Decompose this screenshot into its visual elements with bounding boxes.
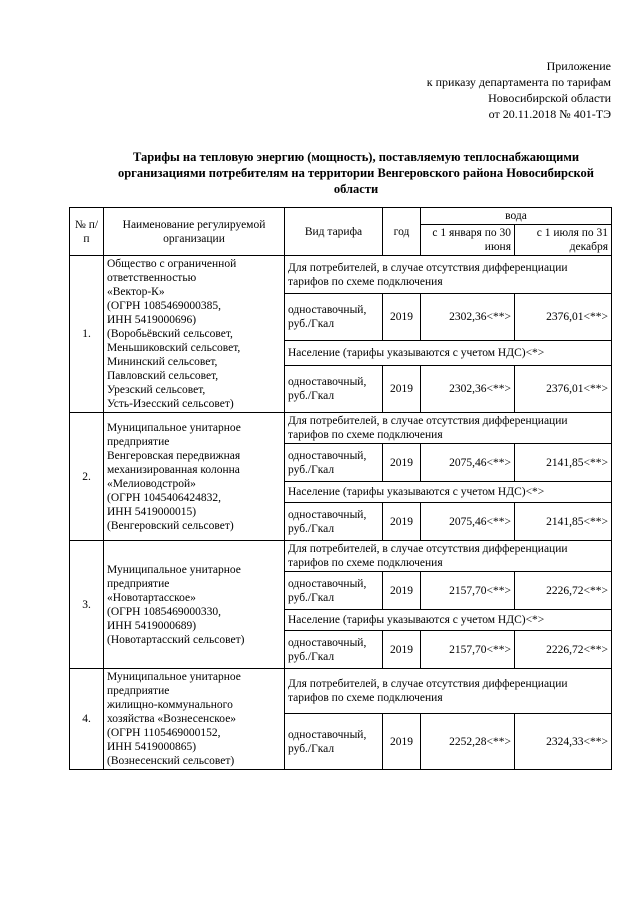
tariff-type-cell: одноставочный, руб./Гкал <box>285 294 383 341</box>
consumers-label: Для потребителей, в случае отсутствия дифференциации тарифов по схеме подключения <box>285 669 612 714</box>
consumers-label: Для потребителей, в случае отсутствия дифференциации тарифов по схеме подключения <box>285 256 612 294</box>
organization-line: Муниципальное унитарное <box>107 421 241 434</box>
organization-line: (Новотартасский сельсовет) <box>107 633 245 646</box>
header-num: № п/п <box>70 208 104 256</box>
organization-line: Общество с ограниченной <box>107 258 237 270</box>
organization-line: ИНН 5419000015) <box>107 505 197 518</box>
header-period1: с 1 января по 30 июня <box>421 225 515 256</box>
table-row <box>70 256 612 294</box>
year-cell: 2019 <box>383 294 421 341</box>
consumers-label: Для потребителей, в случае отсутствия дифференциации тарифов по схеме подключения <box>285 541 612 572</box>
organization-line: (ОГРН 1045406424832, <box>107 491 221 504</box>
organization-line: (ОГРН 1085469000385, <box>107 300 221 312</box>
organization-name <box>104 256 285 413</box>
tariff-table <box>69 207 612 770</box>
tariff-type-cell: одноставочный, руб./Гкал <box>285 444 383 482</box>
organization-line: Венгеровская передвижная <box>107 449 241 462</box>
tariff-period2-cell: 2376,01<**> <box>515 366 612 413</box>
header-org: Наименование регулируемой организации <box>104 208 285 256</box>
organization-line: Муниципальное унитарное <box>107 671 241 683</box>
tariff-type-cell: одноставочный, руб./Гкал <box>285 503 383 541</box>
organization-line: предприятие <box>107 685 170 697</box>
tariff-period1-cell: 2302,36<**> <box>421 366 515 413</box>
organization-line: (Венгеровский сельсовет) <box>107 519 234 532</box>
tariff-type-cell: одноставочный, руб./Гкал <box>285 366 383 413</box>
tariff-period2-cell: 2141,85<**> <box>515 444 612 482</box>
organization-line: ИНН 5419000689) <box>107 619 197 632</box>
organization-line: Муниципальное унитарное <box>107 563 241 576</box>
header-water: вода <box>421 208 612 225</box>
organization-line: «Вектор-К» <box>107 286 165 298</box>
population-label: Население (тарифы указываются с учетом НДС)<*> <box>285 340 612 366</box>
organization-line: предприятие <box>107 435 170 448</box>
header-year: год <box>383 208 421 256</box>
tariff-type-cell: одноставочный, руб./Гкал <box>285 714 383 770</box>
consumers-label: Для потребителей, в случае отсутствия дифференциации тарифов по схеме подключения <box>285 413 612 444</box>
appendix-line: Новосибирской области <box>488 91 611 105</box>
tariff-period2-cell: 2324,33<**> <box>515 714 612 770</box>
row-number: 3. <box>70 541 104 669</box>
row-number: 4. <box>70 669 104 770</box>
population-label: Население (тарифы указываются с учетом НДС)<*> <box>285 610 612 631</box>
organization-line: механизированная колонна <box>107 463 240 476</box>
year-cell: 2019 <box>383 714 421 770</box>
organization-line: жилищно-коммунального <box>107 699 233 711</box>
tariff-period1-cell: 2075,46<**> <box>421 503 515 541</box>
organization-line: предприятие <box>107 577 170 590</box>
table-row <box>70 541 612 572</box>
appendix-line: от 20.11.2018 № 401-ТЭ <box>488 107 611 121</box>
organization-name <box>104 669 285 770</box>
organization-line: Урезский сельсовет, <box>107 384 206 396</box>
tariff-type-cell: одноставочный, руб./Гкал <box>285 631 383 669</box>
tariff-period1-cell: 2302,36<**> <box>421 294 515 341</box>
year-cell: 2019 <box>383 444 421 482</box>
tariff-period1-cell: 2157,70<**> <box>421 631 515 669</box>
year-cell: 2019 <box>383 366 421 413</box>
organization-line: Усть-Изесский сельсовет) <box>107 398 234 410</box>
organization-line: (ОГРН 1085469000330, <box>107 605 221 618</box>
organization-line: «Новотартасское» <box>107 591 196 604</box>
organization-name <box>104 541 285 669</box>
tariff-table-body <box>70 256 612 770</box>
document-title: Тарифы на тепловую энергию (мощность), поставляемую теплоснабжающими организациями потребителям на территории Венгеровского района Новосибирской области <box>117 150 595 196</box>
organization-line: ИНН 5419000865) <box>107 741 197 753</box>
tariff-type-cell: одноставочный, руб./Гкал <box>285 572 383 610</box>
year-cell: 2019 <box>383 631 421 669</box>
table-row <box>70 669 612 714</box>
year-cell: 2019 <box>383 572 421 610</box>
appendix-line: Приложение <box>546 59 611 73</box>
organization-line: хозяйства «Вознесенское» <box>107 713 237 725</box>
tariff-period2-cell: 2141,85<**> <box>515 503 612 541</box>
organization-line: (Вознесенский сельсовет) <box>107 755 235 767</box>
tariff-period1-cell: 2157,70<**> <box>421 572 515 610</box>
organization-line: «Мелиоводстрой» <box>107 477 196 490</box>
tariff-period2-cell: 2226,72<**> <box>515 572 612 610</box>
table-row <box>70 413 612 444</box>
organization-line: ИНН 5419000696) <box>107 314 197 326</box>
organization-line: (ОГРН 1105469000152, <box>107 727 221 739</box>
population-label: Население (тарифы указываются с учетом НДС)<*> <box>285 482 612 503</box>
organization-line: (Воробьёвский сельсовет, <box>107 328 233 340</box>
tariff-period1-cell: 2252,28<**> <box>421 714 515 770</box>
appendix-line: к приказу департамента по тарифам <box>426 75 611 89</box>
year-cell: 2019 <box>383 503 421 541</box>
row-number: 1. <box>70 256 104 413</box>
tariff-period2-cell: 2376,01<**> <box>515 294 612 341</box>
tariff-period2-cell: 2226,72<**> <box>515 631 612 669</box>
appendix-block <box>405 58 611 122</box>
organization-line: Меньшиковский сельсовет, <box>107 342 241 354</box>
tariff-period1-cell: 2075,46<**> <box>421 444 515 482</box>
organization-line: ответственностью <box>107 272 197 284</box>
header-period2: с 1 июля по 31 декабря <box>515 225 612 256</box>
organization-line: Павловский сельсовет, <box>107 370 219 382</box>
header-tariff-type: Вид тарифа <box>285 208 383 256</box>
row-number: 2. <box>70 413 104 541</box>
organization-line: Мининский сельсовет, <box>107 356 218 368</box>
organization-name <box>104 413 285 541</box>
